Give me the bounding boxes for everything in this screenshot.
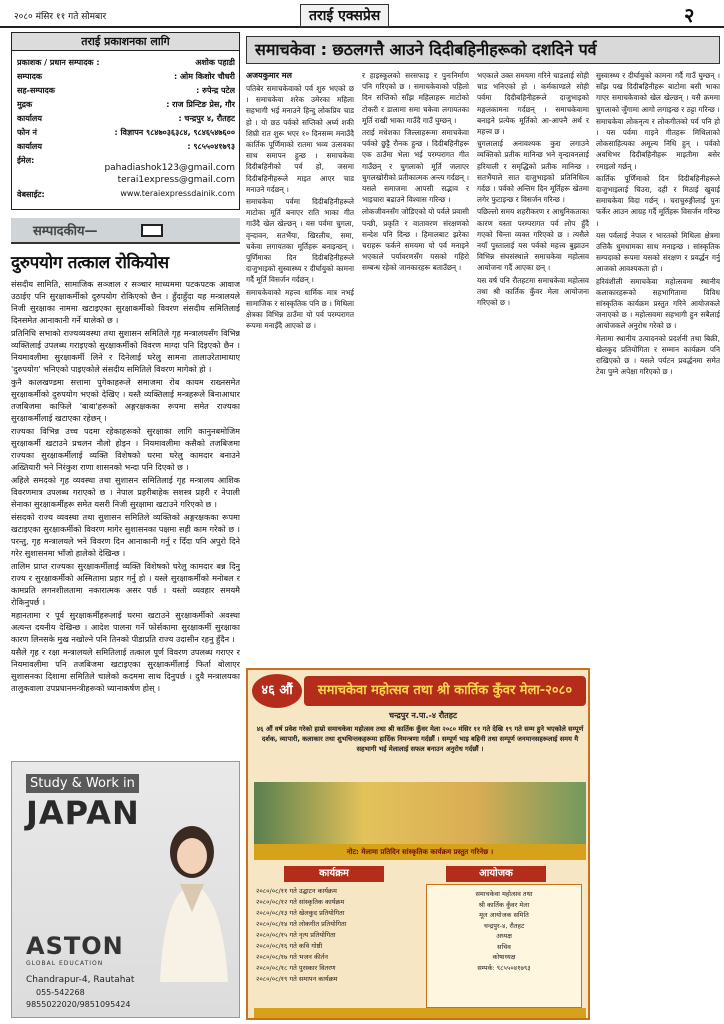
festival-venue: चन्द्रपुर न.पा.-४ रौतहट (389, 711, 457, 720)
editorial-label: सम्पादकीय— (11, 218, 240, 244)
editorial-pen-icon (141, 224, 163, 237)
organizer-line: श्री कार्तिक कुँवर मेला (478, 900, 530, 909)
left-column (11, 32, 240, 1018)
article-paragraph: पछिल्लो समय शहरीकरण र आधुनिकताका कारण यस्ता परम्परागत पर्व लोप हुँदै गएको चिन्ता व्यक्त गरिएको छ । त्यसैले नयाँ पुस्तालाई यस पर्वको महत्त्व बुझाउन विभिन्न संघसंस्थाले समाचकेवा महोत्सव आयोजना गर्दै आएका छन् । (477, 207, 589, 273)
article-paragraph: यस पर्वलाई नेपाल र भारतको मिथिला क्षेत्रमा उत्तिकै धुमधामका साथ मनाइन्छ । सांस्कृतिक सम्पदाको रूपमा यसको संरक्षण र प्रवर्द्धन गर्नु आजको आवश्यकता हो । (596, 230, 720, 274)
organizer-box (426, 884, 582, 1008)
publisher-row: प्रकाशक / प्रधान सम्पादक : अशोक पहाडी (17, 58, 235, 67)
editorial-paragraph: संसदको राज्य व्यवस्था तथा सुशासन समितिले व्यक्तिको अङ्गरक्षकका रूपमा खटाइएका सुरक्षाकर्मीको विवरण मागेर सुशासनका पक्षमा सही काम गरेको छ । परन्तु, गृह मन्त्रालयले भने विवरण दिन आनाकानी गर्नु र दिँदा पनि अपुरो दिने गरेर सुशासनमा भाँजो हालेको देखिन्छ । (11, 512, 240, 558)
organizer-heading: आयोजक (446, 866, 546, 882)
ad-logo-subtitle: GLOBAL EDUCATION (26, 960, 104, 967)
ad-address: Chandrapur-4, Rautahat (26, 975, 135, 985)
editorial-paragraph: कुनै कालखण्डमा सत्तामा पुगेकाहरूले समाजमा रोब कायम राख्नसमेत सुरक्षाकर्मीको दुरुपयोग भएको देखिए । यस्तै व्यक्तिलाई मन्त्रहरूले बिनाआधार तजबिजमा काफिले 'बाबा'हरूको अङ्गरक्षकका रूपमा समेत राज्यका सुरक्षाकर्मीलाई खटाएका रहेछन् । (11, 377, 240, 423)
ad-footer-band (254, 1008, 586, 1018)
program-item: २०८०/०८/११ गते उद्घाटन कार्यक्रम (256, 887, 337, 895)
organizer-line: अध्यक्ष (496, 932, 512, 940)
editorial-paragraph: राज्यका विभिन्न उच्च पदमा रहेकाहरूको सुरक्षाका लागि कानुनबमोजिम सुरक्षाकर्मी खटाउने प्रचलन नौलो होइन । नियमावलीमा कसैको तजबिजमा राज्यका सुरक्षाकर्मीलाई व्यक्ति विशेषको घरमा घरेलु कामदार बनाउने अख्तियारी भने निरंकुश राणा शासनको भन्दा पनि दिएको छ । (11, 426, 240, 472)
article-paragraph: समाचकेवा लोकनृत्य र लोकगीतको पर्व पनि हो । यस पर्वमा गाइने गीतहरू मिथिलाको लोकसाहित्यका अमूल्य निधि हुन् । पर्वको अवधिभर दिदीबहिनीहरू माइतीमा बसेर रमाइलो गर्छन् । (596, 116, 720, 171)
article-paragraph: र हाइस्कूलको सरसफाइ र पुनःनिर्माण पनि गरिएको छ । समाचकेवाको पहिलो दिन सप्तिको साँझ महिलाहरू माटोको टोकरी र डालामा समा चकेवा लगायतका मूर्ति राखी भाका गाउँदै गाउँ घुम्छन् । (362, 71, 469, 125)
student-photo (140, 812, 240, 982)
website-link[interactable]: www.teraiexpressdainik.com (120, 189, 235, 198)
organizer-line: मूल आयोजक समिति (479, 911, 529, 919)
program-item: २०८०/०८/१८ गते पुरस्कार वितरण (256, 964, 336, 972)
organizer-line: कोषाध्यक्ष (492, 953, 516, 961)
publisher-heading: तराई प्रकाशनका लागि (12, 33, 239, 51)
publisher-row: फोन नं : विज्ञापन ९८४७०३६३८४, ९८४६५४७६०० (17, 128, 235, 137)
publisher-box (11, 32, 240, 210)
editorial-paragraph: प्रतिनिधि सभाको राज्यव्यवस्था तथा सुशासन समितिले गृह मन्त्रालयसँग विभिन्न व्यक्तिलाई उपलब्ध गराइएको सुरक्षाकर्मीको विवरण माग्दा पनि दिइएको छैन । नियमावलीमा सुरक्षाकर्मी लिने र दिनेलाई घरेलु सामना तालाउरेतामाथाए 'दुरुपयोग' भनिएको पाइएकोले संसदीय समितिले विवरण मागेको हो । (11, 328, 240, 374)
organizer-line: चन्द्रपुर-४, रौतहट (483, 921, 525, 930)
organizer-line: सचिव (497, 942, 511, 951)
article-byline: अजयकुमार मल (246, 71, 292, 80)
festival-note: नोट: मेलामा प्रतिदिन सांस्कृतिक कार्यक्रम प्रस्तुत गरिनेछ । (254, 844, 586, 860)
editorial-paragraph: महानतामा र पूर्व सुरक्षाकर्मीहरूलाई घरमा खटाउने सुरक्षाकर्मीको अवस्था अत्यन्त दयनीय देखिन्छ । आदेश पालना गर्ने फोर्सकामा सुरक्षाकर्मी सुरक्षाका कारण लिनसके मुख नखोल्ने पनि तिनको पीडाप्रति राज्य उदासीन रहनु हुँदैन । (11, 610, 240, 644)
ad-tagline: Study & Work in (26, 774, 139, 793)
issue-date: २०८० मंसिर ११ गते सोमबार (14, 12, 107, 22)
program-list (256, 886, 416, 985)
program-item: २०८०/०८/१७ गते भजन कीर्तन (256, 953, 328, 961)
festival-title: समाचकेवा महोत्सव तथा श्री कार्तिक कुँवर मेला-२०८० (304, 676, 586, 706)
editorial-paragraph: यसैले गृह र रक्षा मन्त्रालयले समितिलाई तत्काल पूर्ण विवरण उपलब्ध गराएर र नियमावलीमा पनि तजबिजमा खटाइएका सुरक्षाकर्मीलाई फिर्ता बोलाएर सुशासनका दिशामा समितिले चालेको कदममा साथ दिनुपर्छ । दुवै मन्त्रालयका तालुकवाला उपप्रधानमन्त्रीहरूको ध्यानाकर्षण होस् । (11, 647, 240, 693)
organizer-line: सम्पर्क: ९८५५०४१७९३ (477, 963, 531, 972)
editorial-paragraph: अहिले समदको गृह व्यवस्था तथा सुशासन समितिलाई गृह मन्त्रालय आशिक विवरणमात्र उपलब्ध गराएको छ । नेपाल प्रहरीबाहेक सशस्त्र प्रहरी र नेपाली सेनाका सुरक्षाकर्मीहरू समेत यसरी निजी सुरक्षामा खटाउने गरिएको छ । (11, 475, 240, 509)
program-item: २०८०/०८/१९ गते समापन कार्यक्रम (256, 975, 338, 983)
editorial-paragraph: संसदीय सामिति, सामाजिक सञ्जाल र सञ्चार माध्यममा पटकपटक आवाज उठाईए पनि सुरक्षाकर्मीको दुरुपयोग रोकिएको छैन । हुँदाहुँदा यह मन्त्रालयले निजी सुरक्षाका नाममा खटाइएका सुरक्षाकर्मीको विवरण संसदीय समितिलाई दिनसमेत आनाकानी गर्ने थालेको छ । (11, 279, 240, 325)
editorial-body (11, 278, 240, 748)
editorial-paragraph: तालिम प्राप्त राज्यका सुरक्षाकर्मीलाई व्यक्ति विशेषको घरेलु कामदार बन्न दिनु राज्य र सुरक्षाकर्मीको अस्मितामा प्रहार गर्नु हो । यस्ले सुरक्षाकर्मीको मनोबल र कामप्रति लगनशीलतामा नकारात्मक असर पर्छ । यस्तो व्यवहार समयमै रोकिनुपर्छ । (11, 561, 240, 607)
program-item: २०८०/०८/१३ गते खेलकुद प्रतियोगिता (256, 909, 345, 917)
article-paragraph: चुगलालाई अनावश्यक कुरा लगाउने व्यक्तिको प्रतीक मानिन्छ भने वृन्दावनलाई हरियाली र समृद्धिको प्रतीक मानिन्छ । सतभैंयाले सात दाजुभाइको प्रतिनिधित्व गर्दछ । पर्वको अन्तिम दिन मूर्तिहरू खेतमा लगेर फुटाइन्छ र विसर्जन गरिन्छ । (477, 139, 589, 205)
article-paragraph: कार्तिक पूर्णिमाको दिन दिदीबहिनीहरूले दाजुभाइलाई चिउरा, दही र मिठाई खुवाई समाचकेवा विदा गर्छन् । चराचुरुङ्गीलाई पुनः फर्केर आउन आग्रह गर्दै मूर्तिहरू विसर्जन गरिन्छ । (596, 173, 720, 228)
organizer-line: समाचकेवा महोत्सव तथा (475, 890, 533, 898)
article-paragraph: तराई मधेशका जिल्लाहरूमा समाचकेवा पर्वको छुट्टै रौनक हुन्छ । दिदीबहिनीहरू एक ठाउँमा भेला भई परम्परागत गीत गाउँछन् र चुगलाको मूर्ति जलाएर चुगलखोरीको प्रतीकात्मक अन्त्य गर्दछन् । यसले समाजमा आपसी सद्भाव र भाइचारा बढाउने विश्वास गरिन्छ । (362, 128, 469, 205)
email-link[interactable]: terai1express@gmail.com (117, 175, 235, 185)
editorial-headline: दुरुपयोग तत्काल रोकियोस (11, 253, 169, 273)
program-item: २०८०/०८/१५ गते नृत्य प्रतियोगिता (256, 931, 336, 939)
article-paragraph: समाचकेवाको महत्त्व धार्मिक मात्र नभई सामाजिक र सांस्कृतिक पनि छ । मिथिला क्षेत्रका विभिन्न ठाउँमा यो पर्व परम्परागत रूपमा मनाइँदै आएको छ । (246, 287, 354, 331)
email-link[interactable]: pahadiashok123@gmail.com (104, 163, 235, 173)
publisher-row: कार्यालय : चन्द्रपुर ४, रौतहट (17, 114, 235, 123)
article-paragraph: हरिवंशीली समाचकेवा महोत्सवमा स्थानीय कलाकारहरूको सहभागितामा विविध सांस्कृतिक कार्यक्रम प्रस्तुत गरिने आयोजकले जनाएको छ । महोत्सवमा सहभागी हुन सबैलाई आयोजकले अनुरोध गरेको छ । (596, 276, 720, 331)
festival-ad[interactable] (246, 668, 590, 1020)
publisher-row: सह-सम्पादक : रुपेन्द्र पटेल (17, 86, 235, 95)
article-paragraph: सुस्वास्थ्य र दीर्घायुको कामना गर्दै गाउँ घुम्छन् । साँझ पख दिदीबहिनीहरू बाटोमा बसी भाका गाएर समाचकेवाको खेल खेल्छन् । यसै क्रममा चुगलाको जुँगामा आगो लगाइन्छ र ठट्टा गरिन्छ । (596, 71, 720, 114)
anniversary-badge: ४६ औं (252, 674, 302, 708)
article-column (246, 70, 354, 662)
program-item: २०८०/०८/१६ गते कवि गोष्ठी (256, 942, 323, 950)
page-header (0, 0, 724, 28)
main-headline: समाचकेवा : छठलगत्तै आउने दिदीबहिनीहरूको दशदिने पर्व (246, 36, 720, 64)
article-paragraph: मेलामा स्थानीय उत्पादनको प्रदर्शनी तथा बिक्री, खेलकुद प्रतियोगिता र सम्मान कार्यक्रम पनि राखिएको छ । यसले पर्यटन प्रवर्द्धनमा समेत टेवा पुग्ने अपेक्षा गरिएको छ । (596, 333, 720, 377)
article-paragraph: यस वर्ष पनि रौतहटमा समाचकेवा महोत्सव तथा श्री कार्तिक कुँवर मेला आयोजना गरिएको छ । (477, 275, 589, 308)
page-number: २ (684, 3, 695, 27)
ad-phone: 055-542268 (36, 988, 85, 997)
publisher-row: मुद्रक : राज प्रिन्टिङ प्रेस, गौर (17, 100, 235, 109)
program-heading: कार्यक्रम (284, 866, 384, 882)
article-paragraph: समाचकेवा पर्वमा दिदीबहिनीहरूले माटोका मूर्ति बनाएर राति भाका गीत गाउँदै खेल खेल्छन् । यस पर्वमा चुगला, वृन्दावन, सतभैंया, खिरलीच, समा, चकेवा लगायतका मूर्तिहरू बनाइन्छन् । पूर्णिमाका दिन दिदीबहिनीहरूले दाजुभाइको सुस्वास्थ्य र दीर्घायुको कामना गर्दै मूर्ति विसर्जन गर्दछन् । (246, 197, 354, 285)
article-paragraph: पतिबेर समाचकेवाको पर्व शुरु भएको छ । समाचकेवा शरेक उमेरका महिला सहभागी भई मनाउने हिन्दु लोकप्रिय चाड हो । यो छठ पर्वको सप्तिको अर्घ्य शकी शिघ्री रात शुरू भएर १० दिनसम्म मनाउँदै कार्तिक पूर्णिमाको रातमा भव्य उत्सवका साथ समापन हुन्छ । समाचकेवा दिदीबहिनीको पर्व हो, जसमा दिदीबहिनीहरूले माइत आएर चाड मनाउने गर्दछन् । (246, 84, 354, 194)
festival-invitation: ४६ औं वर्ष प्रवेश गरेको हाम्रो समाचकेवा महोत्सव तथा श्री कार्तिक कुँवर मेला २०८० मंसिर ११ गते देखि १९ गते सम्म हुने भएकोले सम्पूर्ण दर्शक, व्यापारी, कलाकार तथा शुभचिन्तकहरूमा हार्दिक निमन्त्रणा गर्दछौं । सम्पूर्ण भाइ बहिनी तथा सम्पूर्ण जनमानसहरूलाई समय मै सहभागी भई मेलालाई सफल बनाउन अनुरोध गर्दछौं । (256, 725, 584, 753)
ad-logo: ASTON (26, 932, 124, 960)
publisher-row: कार्यालय : ९८५५०४१७९३ (17, 142, 235, 151)
article-column (477, 70, 589, 662)
japan-study-ad[interactable] (11, 761, 240, 1018)
article-column (362, 70, 469, 662)
program-item: २०८०/०८/१२ गते सांस्कृतिक कार्यक्रम (256, 898, 345, 906)
festival-photo (254, 782, 586, 844)
email-label-row: ईमेल: (17, 156, 35, 165)
article-paragraph: भएकाले उक्त समयमा गरिने चाडलाई सोही चाड भनिएको हो । कर्मकाण्डले सोही पर्वमा दिदीबहिनीहरूले दाजुभाइको मङ्गलकामना गर्दछन् । समाचकेवामा बनाइने प्रत्येक मूर्तिको आ-आफ्नै अर्थ र महत्त्व छ । (477, 71, 589, 137)
article-column (596, 70, 720, 1020)
website-row: वेबसाईट: www.teraiexpressdainik.com (17, 189, 235, 199)
publisher-row: सम्पादक : ओम किशोर चौधरी (17, 72, 235, 81)
program-item: २०८०/०८/१४ गते लोकगीत प्रतियोगिता (256, 920, 347, 928)
article-paragraph: लोकजीवनसँग जोडिएको यो पर्वले प्रवासी पन्छी, प्रकृति र वातावरण संरक्षणको सन्देश पनि दिन्छ । हिमालबाट झरेका चराहरू फर्कने समयमा यो पर्व मनाइने भएकाले पर्यावरणसँग यसको गहिरो सम्बन्ध रहेको जानकारहरू बताउँछन् । (362, 207, 469, 273)
ad-country: JAPAN (26, 794, 140, 832)
newspaper-title: तराई एक्सप्रेस (300, 4, 389, 27)
ad-phone: 9855022020/9851095424 (26, 1000, 131, 1009)
